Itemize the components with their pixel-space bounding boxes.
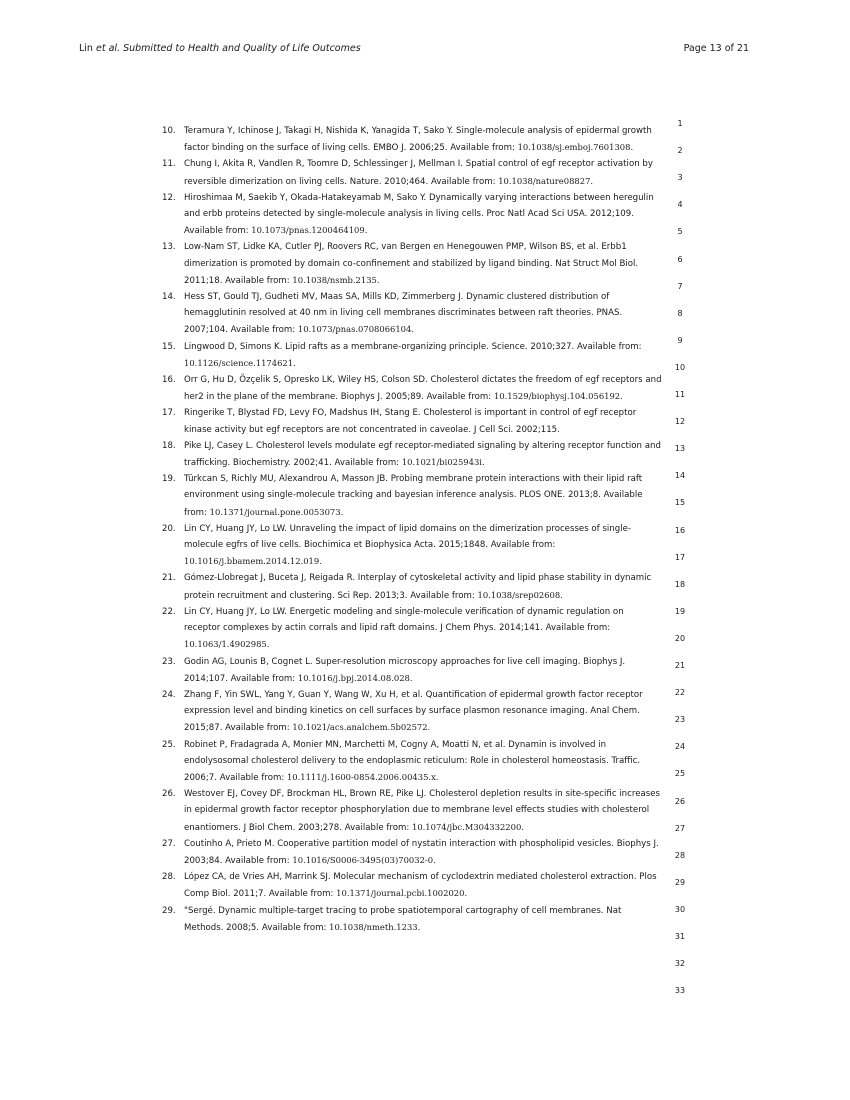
line-number: 32 (674, 959, 686, 969)
reference-doi-link[interactable]: 10.1021/acs.analchem.5b02572. (292, 722, 431, 733)
reference-item (162, 190, 662, 240)
reference-text: Orr G, Hu D, Özçelik S, Opresko LK, Wiley HS, Colson SD. Cholesterol dictates the freedom of egf receptors and her2 in the plane of the membrane. Biophys J. 2005;89. Available from: (184, 375, 662, 403)
line-number: 23 (674, 715, 686, 725)
reference-body (184, 521, 662, 571)
line-number: 30 (674, 904, 686, 914)
line-number: 16 (674, 525, 686, 535)
reference-doi-link[interactable]: 10.1016/j.bpj.2014.08.028. (297, 672, 413, 683)
line-number: 11 (674, 390, 686, 399)
reference-body (184, 604, 662, 654)
line-number: 12 (674, 417, 686, 427)
line-number: 2 (677, 146, 683, 156)
reference-doi-link[interactable]: 10.1111/j.1600-0854.2006.00435.x. (286, 771, 439, 782)
line-number: 6 (677, 254, 683, 264)
reference-body (184, 372, 662, 405)
reference-body (184, 687, 662, 737)
reference-doi-link[interactable]: 10.1021/bi025943i. (401, 457, 485, 468)
reference-body (184, 123, 662, 156)
reference-body (184, 737, 662, 787)
line-number: 7 (677, 281, 683, 291)
line-number: 19 (674, 606, 686, 616)
reference-doi-link[interactable]: 10.1038/nmeth.1233. (329, 921, 421, 932)
reference-doi-link[interactable]: 10.1038/nsmb.2135. (292, 274, 380, 285)
reference-number: 27. (162, 838, 176, 849)
reference-body (184, 654, 662, 687)
line-number: 25 (674, 769, 686, 779)
reference-text: Godin AG, Lounis B, Cognet L. Super-resolution microscopy approaches for live cell imaging. Biophys J. 2014;107. Available from: (184, 656, 626, 684)
reference-item (162, 570, 662, 603)
line-number: 27 (674, 823, 686, 833)
reference-doi-link[interactable]: 10.1371/journal.pone.0053073. (209, 506, 344, 517)
reference-item (162, 471, 662, 521)
reference-number: 23. (162, 656, 176, 667)
reference-item (162, 156, 662, 189)
line-number: 1 (677, 119, 683, 128)
line-number: 26 (674, 796, 686, 806)
reference-body (184, 156, 662, 189)
reference-item (162, 239, 662, 289)
line-number: 13 (674, 444, 686, 454)
reference-item (162, 405, 662, 437)
reference-item (162, 654, 662, 687)
line-number: 24 (674, 742, 686, 752)
reference-doi-link[interactable]: 10.1073/pnas.0708066104. (297, 324, 414, 335)
reference-body (184, 869, 662, 902)
reference-body (184, 786, 662, 836)
running-head-author: Lin (79, 43, 93, 54)
line-number: 21 (674, 661, 686, 670)
reference-item (162, 604, 662, 654)
line-number: 3 (677, 173, 683, 183)
reference-number: 21. (162, 573, 176, 584)
reference-doi-link[interactable]: 10.1016/j.bbamem.2014.12.019. (184, 556, 322, 567)
reference-number: 13. (162, 242, 176, 253)
reference-body (184, 836, 662, 869)
reference-body (184, 190, 662, 240)
reference-doi-link[interactable]: 10.1038/srep02608. (477, 589, 563, 600)
reference-body (184, 405, 662, 437)
reference-text: López CA, de Vries AH, Marrink SJ. Molecular mechanism of cyclodextrin mediated cholesterol extraction. Plos Comp Biol. 2011;7. Available from: (184, 872, 657, 900)
line-number: 9 (677, 335, 683, 345)
line-number: 18 (674, 579, 686, 589)
reference-doi-link[interactable]: 10.1038/nature08827. (498, 175, 594, 186)
reference-item (162, 687, 662, 737)
reference-number: 16. (162, 375, 176, 386)
reference-number: 26. (162, 789, 176, 800)
reference-number: 12. (162, 192, 176, 203)
reference-item (162, 836, 662, 869)
line-number: 5 (677, 227, 683, 237)
reference-number: 10. (162, 126, 176, 136)
line-number: 8 (677, 308, 683, 318)
line-number: 33 (674, 986, 686, 996)
reference-item (162, 123, 662, 156)
reference-item (162, 339, 662, 372)
reference-number: 19. (162, 474, 176, 485)
reference-number: 22. (162, 606, 176, 617)
reference-doi-link[interactable]: 10.1073/pnas.1200464109. (251, 225, 368, 236)
line-number: 22 (674, 688, 686, 698)
reference-item (162, 903, 662, 936)
reference-doi-link[interactable]: 10.1016/S0006-3495(03)70032-0. (292, 854, 436, 865)
reference-number: 25. (162, 739, 176, 750)
line-number: 20 (674, 633, 686, 643)
reference-doi-link[interactable]: 10.1529/biophysj.104.056192. (493, 391, 623, 402)
reference-number: 18. (162, 440, 176, 451)
reference-number: 11. (162, 159, 176, 170)
reference-body (184, 339, 662, 372)
reference-item (162, 521, 662, 571)
reference-number: 20. (162, 523, 176, 534)
reference-number: 15. (162, 341, 176, 352)
reference-text: Lin CY, Huang JY, Lo LW. Energetic modeling and single-molecule verification of dynamic regulation on receptor complexes by actin corrals and lipid raft domains. J Chem Phys. 2014;141. Available from: (184, 606, 624, 634)
reference-number: 28. (162, 872, 176, 883)
line-number: 15 (674, 498, 686, 508)
page-header (79, 43, 749, 54)
running-head (79, 43, 361, 54)
reference-text: Pike LJ, Casey L. Cholesterol levels modulate egf receptor-mediated signaling by altering receptor function and trafficking. Biochemistry. 2002;41. Available from: (184, 440, 661, 469)
reference-item (162, 438, 662, 471)
reference-item (162, 289, 662, 339)
reference-text: Hiroshimaa M, Saekib Y, Okada-Hatakeyamab M, Sako Y. Dynamically varying interactions between heregulin and erbb proteins detected by single-molecule analysis in living cells. Proc Natl Acad Sci USA. 2012;109. Available from: (184, 192, 654, 237)
running-head-etal: et al. (95, 43, 121, 54)
running-head-journal: Submitted to Health and Quality of Life Outcomes (123, 43, 361, 54)
reference-text: Lin CY, Huang JY, Lo LW. Unraveling the impact of lipid domains on the dimerization processes of single-molecule egfrs of live cells. Biochimica et Biophysica Acta. 2015;1848. Available from: (184, 523, 631, 551)
reference-text: Low-Nam ST, Lidke KA, Cutler PJ, Roovers RC, van Bergen en Henegouwen PMP, Wilson BS, et al. Erbb1 dimerization is promoted by domain co-confinement and stabilized by ligand binding. Nat Struct Mol Biol. 2011;18. Available from: (184, 242, 639, 286)
reference-text: Türkcan S, Richly MU, Alexandrou A, Masson JB. Probing membrane protein interactions with their lipid raft environment using single-molecule tracking and bayesian inference analysis. PLOS ONE. 2013;8. Available from: (184, 474, 643, 518)
reference-item (162, 786, 662, 836)
reference-item (162, 372, 662, 405)
reference-text: Westover EJ, Covey DF, Brockman HL, Brown RE, Pike LJ. Cholesterol depletion results in site-specific increases in epidermal growth factor receptor phosphorylation due to membrane level effects studies with cholesterol enantiomers. J Biol Chem. 2003;278. Available from: (184, 789, 660, 833)
page-number: Page 13 of 21 (683, 43, 749, 54)
reference-doi-link[interactable]: 10.1371/journal.pcbi.1002020. (336, 888, 468, 899)
line-number: 28 (674, 850, 686, 860)
reference-text: Chung I, Akita R, Vandlen R, Toomre D, Schlessinger J, Mellman I. Spatial control of egf receptor activation by reversible dimerization on living cells. Nature. 2010;464. Available from: (184, 159, 653, 187)
reference-body (184, 903, 662, 936)
reference-item (162, 737, 662, 787)
reference-number: 24. (162, 689, 176, 700)
line-number: 10 (674, 362, 686, 372)
reference-text: Robinet P, Fradagrada A, Monier MN, Marchetti M, Cogny A, Moatti N, et al. Dynamin is involved in endolysosomal cholesterol delivery to the endoplasmic reticulum: Role in cholesterol homeostasis. Traffic. 2006;7. Available from: (184, 739, 641, 783)
line-number: 17 (674, 552, 686, 562)
reference-list (162, 123, 662, 936)
line-number: 31 (674, 932, 686, 941)
line-number: 4 (677, 200, 683, 210)
reference-text: Gómez-Llobregat J, Buceta J, Reigada R. Interplay of cytoskeletal activity and lipid phase stability in dynamic protein recruitment and clustering. Sci Rep. 2013;3. Available from: (184, 573, 652, 601)
reference-number: 29. (162, 905, 176, 916)
reference-text: Coutinho A, Prieto M. Cooperative partition model of nystatin interaction with phospholipid vesicles. Biophys J. 2003;84. Available from: (184, 838, 659, 866)
reference-body (184, 570, 662, 603)
reference-body (184, 289, 662, 339)
reference-text: Teramura Y, Ichinose J, Takagi H, Nishida K, Yanagida T, Sako Y. Single-molecule analysis of epidermal growth factor binding on the surface of living cells. EMBO J. 2006;25. Available from: (184, 126, 652, 154)
reference-number: 14. (162, 292, 176, 303)
reference-text: Hess ST, Gould TJ, Gudheti MV, Maas SA, Mills KD, Zimmerberg J. Dynamic clustered distribution of hemagglutinin resolved at 40 nm in living cell membranes discriminates between raft theories. PNAS. 2007;104. Available from: (184, 292, 623, 336)
reference-doi-link[interactable]: 10.1126/science.1174621. (184, 357, 296, 368)
reference-number: 17. (162, 408, 176, 419)
reference-body (184, 471, 662, 521)
reference-body (184, 438, 662, 471)
reference-doi-link[interactable]: 10.1074/jbc.M304332200. (411, 821, 524, 832)
reference-doi-link[interactable]: 10.1038/sj.emboj.7601308. (517, 142, 634, 153)
reference-text: "Sergé. Dynamic multiple-target tracing to probe spatiotemporal cartography of cell membranes. Nat Methods. 2008;5. Available from: (184, 905, 622, 933)
reference-doi-link[interactable]: 10.1063/1.4902985. (184, 639, 270, 650)
line-number: 14 (674, 471, 686, 481)
reference-text: Lingwood D, Simons K. Lipid rafts as a membrane-organizing principle. Science. 2010;327. Available from: (184, 341, 642, 352)
reference-item (162, 869, 662, 902)
reference-text: Ringerike T, Blystad FD, Levy FO, Madshus IH, Stang E. Cholesterol is important in control of egf receptor kinase activity but egf receptors are not concentrated in caveolae. J Cell Sci. 2002;115. (184, 408, 637, 435)
line-number: 29 (674, 877, 686, 887)
reference-body (184, 239, 662, 289)
reference-text: Zhang F, Yin SWL, Yang Y, Guan Y, Wang W, Xu H, et al. Quantification of epidermal growth factor receptor expression level and binding kinetics on cell surfaces by surface plasmon resonance imaging. Anal Chem. 2015;87. Available from: (184, 689, 643, 734)
